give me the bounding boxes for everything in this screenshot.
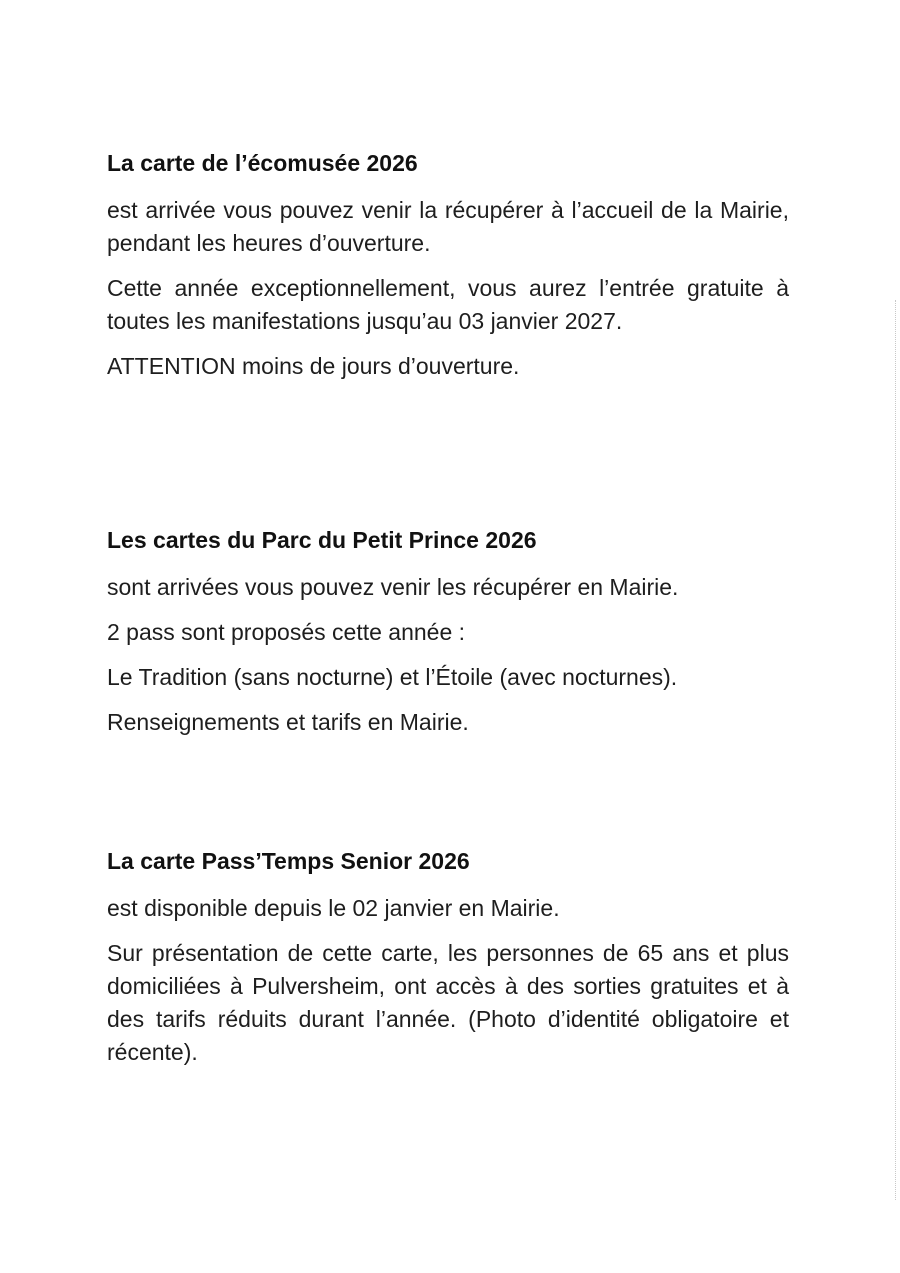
section-paragraph: est arrivée vous pouvez venir la récupérer à l’accueil de la Mairie, pendant les heures d’ouverture.: [107, 197, 789, 256]
section-paragraph: Sur présentation de cette carte, les personnes de 65 ans et plus domiciliées à Pulversheim, ont accès à des sorties gratuites et à des tarifs réduits durant l’année. (Photo d’identité obligatoire et récente).: [107, 940, 789, 1065]
section-paragraph: Le Tradition (sans nocturne) et l’Étoile (avec nocturnes).: [107, 664, 678, 690]
section-pass-temps-senior: [107, 846, 789, 1081]
section-paragraph: ATTENTION moins de jours d’ouverture.: [107, 353, 520, 379]
section-paragraph: est disponible depuis le 02 janvier en Mairie.: [107, 895, 560, 921]
section-paragraph: sont arrivées vous pouvez venir les récupérer en Mairie.: [107, 574, 679, 600]
section-paragraph: 2 pass sont proposés cette année :: [107, 619, 466, 645]
scan-edge-dots: [894, 300, 896, 1200]
section-paragraph: Cette année exceptionnellement, vous aurez l’entrée gratuite à toutes les manifestations jusqu’au 03 janvier 2027.: [107, 275, 789, 334]
section-title: La carte Pass’Temps Senior 2026: [107, 848, 470, 874]
section-petit-prince: [107, 525, 789, 751]
section-title: Les cartes du Parc du Petit Prince 2026: [107, 527, 537, 553]
section-ecomusee: [107, 148, 789, 395]
section-paragraph: Renseignements et tarifs en Mairie.: [107, 709, 469, 735]
section-title: La carte de l’écomusée 2026: [107, 150, 418, 176]
